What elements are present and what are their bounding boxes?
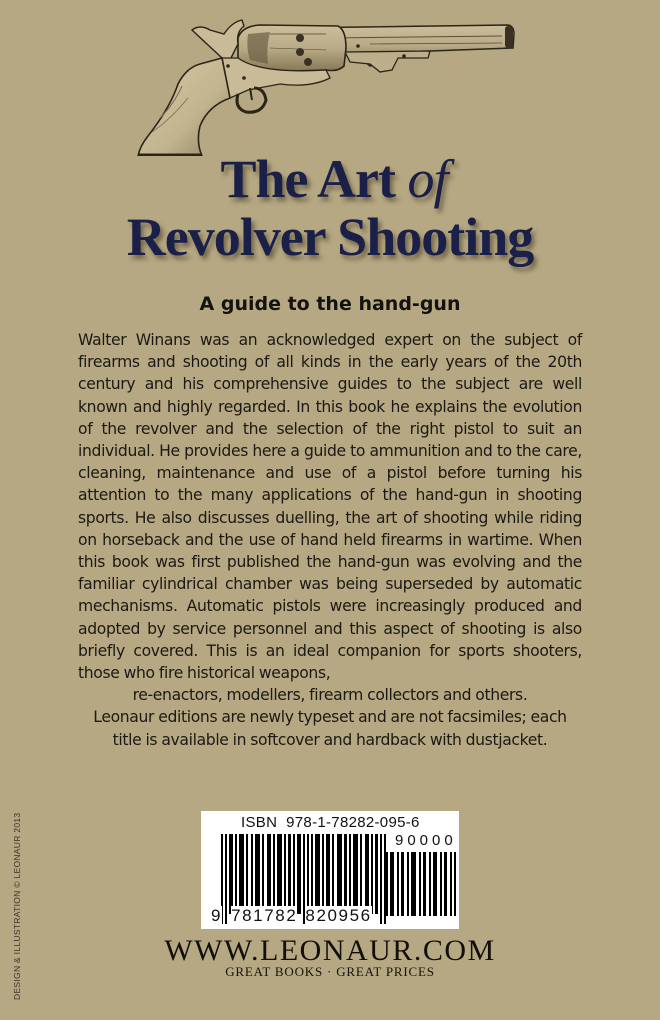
design-credit: DESIGN & ILLUSTRATION © LEONAUR 2013 [12,812,22,1000]
title-italic-of: of [407,149,448,209]
barcode-digits [211,906,372,926]
title-main-text: The Art [220,149,408,209]
revolver-illustration [130,8,530,156]
book-subtitle: A guide to the hand-gun [199,293,461,315]
description-paragraph-1-end: re-enactors, modellers, firearm collectors and others. [132,686,528,705]
barcode-digit-group-2: 820956 [305,906,372,925]
publisher-tagline: GREAT BOOKS · GREAT PRICES [225,964,435,979]
description-paragraph-1: Walter Winans was an acknowledged expert on the subject of firearms and shooting of all kinds in the early years of the 20th century and his comprehensive guides to the subject are well known and highly regarded. In this book he explains the evolution of the revolver and the selection of the right pistol to suit an individual. He provides here a guide to ammunition and to the care, cleaning, maintenance and use of a pistol before turning his attention to the many applications of the hand-gun in shooting sports. He also discusses duelling, the art of shooting while riding on horseback and the use of hand held firearms in wartime. When this book was first published the hand-gun was evolving and the familiar cylindrical chamber was being superseded by automatic mechanisms. Automatic pistols were increasingly produced and adopted by service personnel and this aspect of shooting is also briefly covered. This is an ideal companion for sports shooters, those who fire historical weapons, [78,331,582,683]
barcode-bars-addon [386,852,456,916]
isbn-label: ISBN 978-1-78282-095-6 [241,814,420,831]
book-title-line-2: Revolver Shooting [126,207,534,267]
book-title [0,150,660,266]
price-code: 90000 [395,832,457,849]
publisher-website: WWW.LEONAUR.COM [164,934,496,967]
barcode-digit-group-1: 781782 [231,906,298,925]
book-title-line-1 [0,150,660,208]
description-paragraph-2: Leonaur editions are newly typeset and are not facsimiles; each title is available in softcover and hardback with dustjacket. [93,708,567,749]
isbn-barcode [201,811,459,929]
book-description [78,329,582,751]
barcode-digit-first: 9 [211,906,223,925]
